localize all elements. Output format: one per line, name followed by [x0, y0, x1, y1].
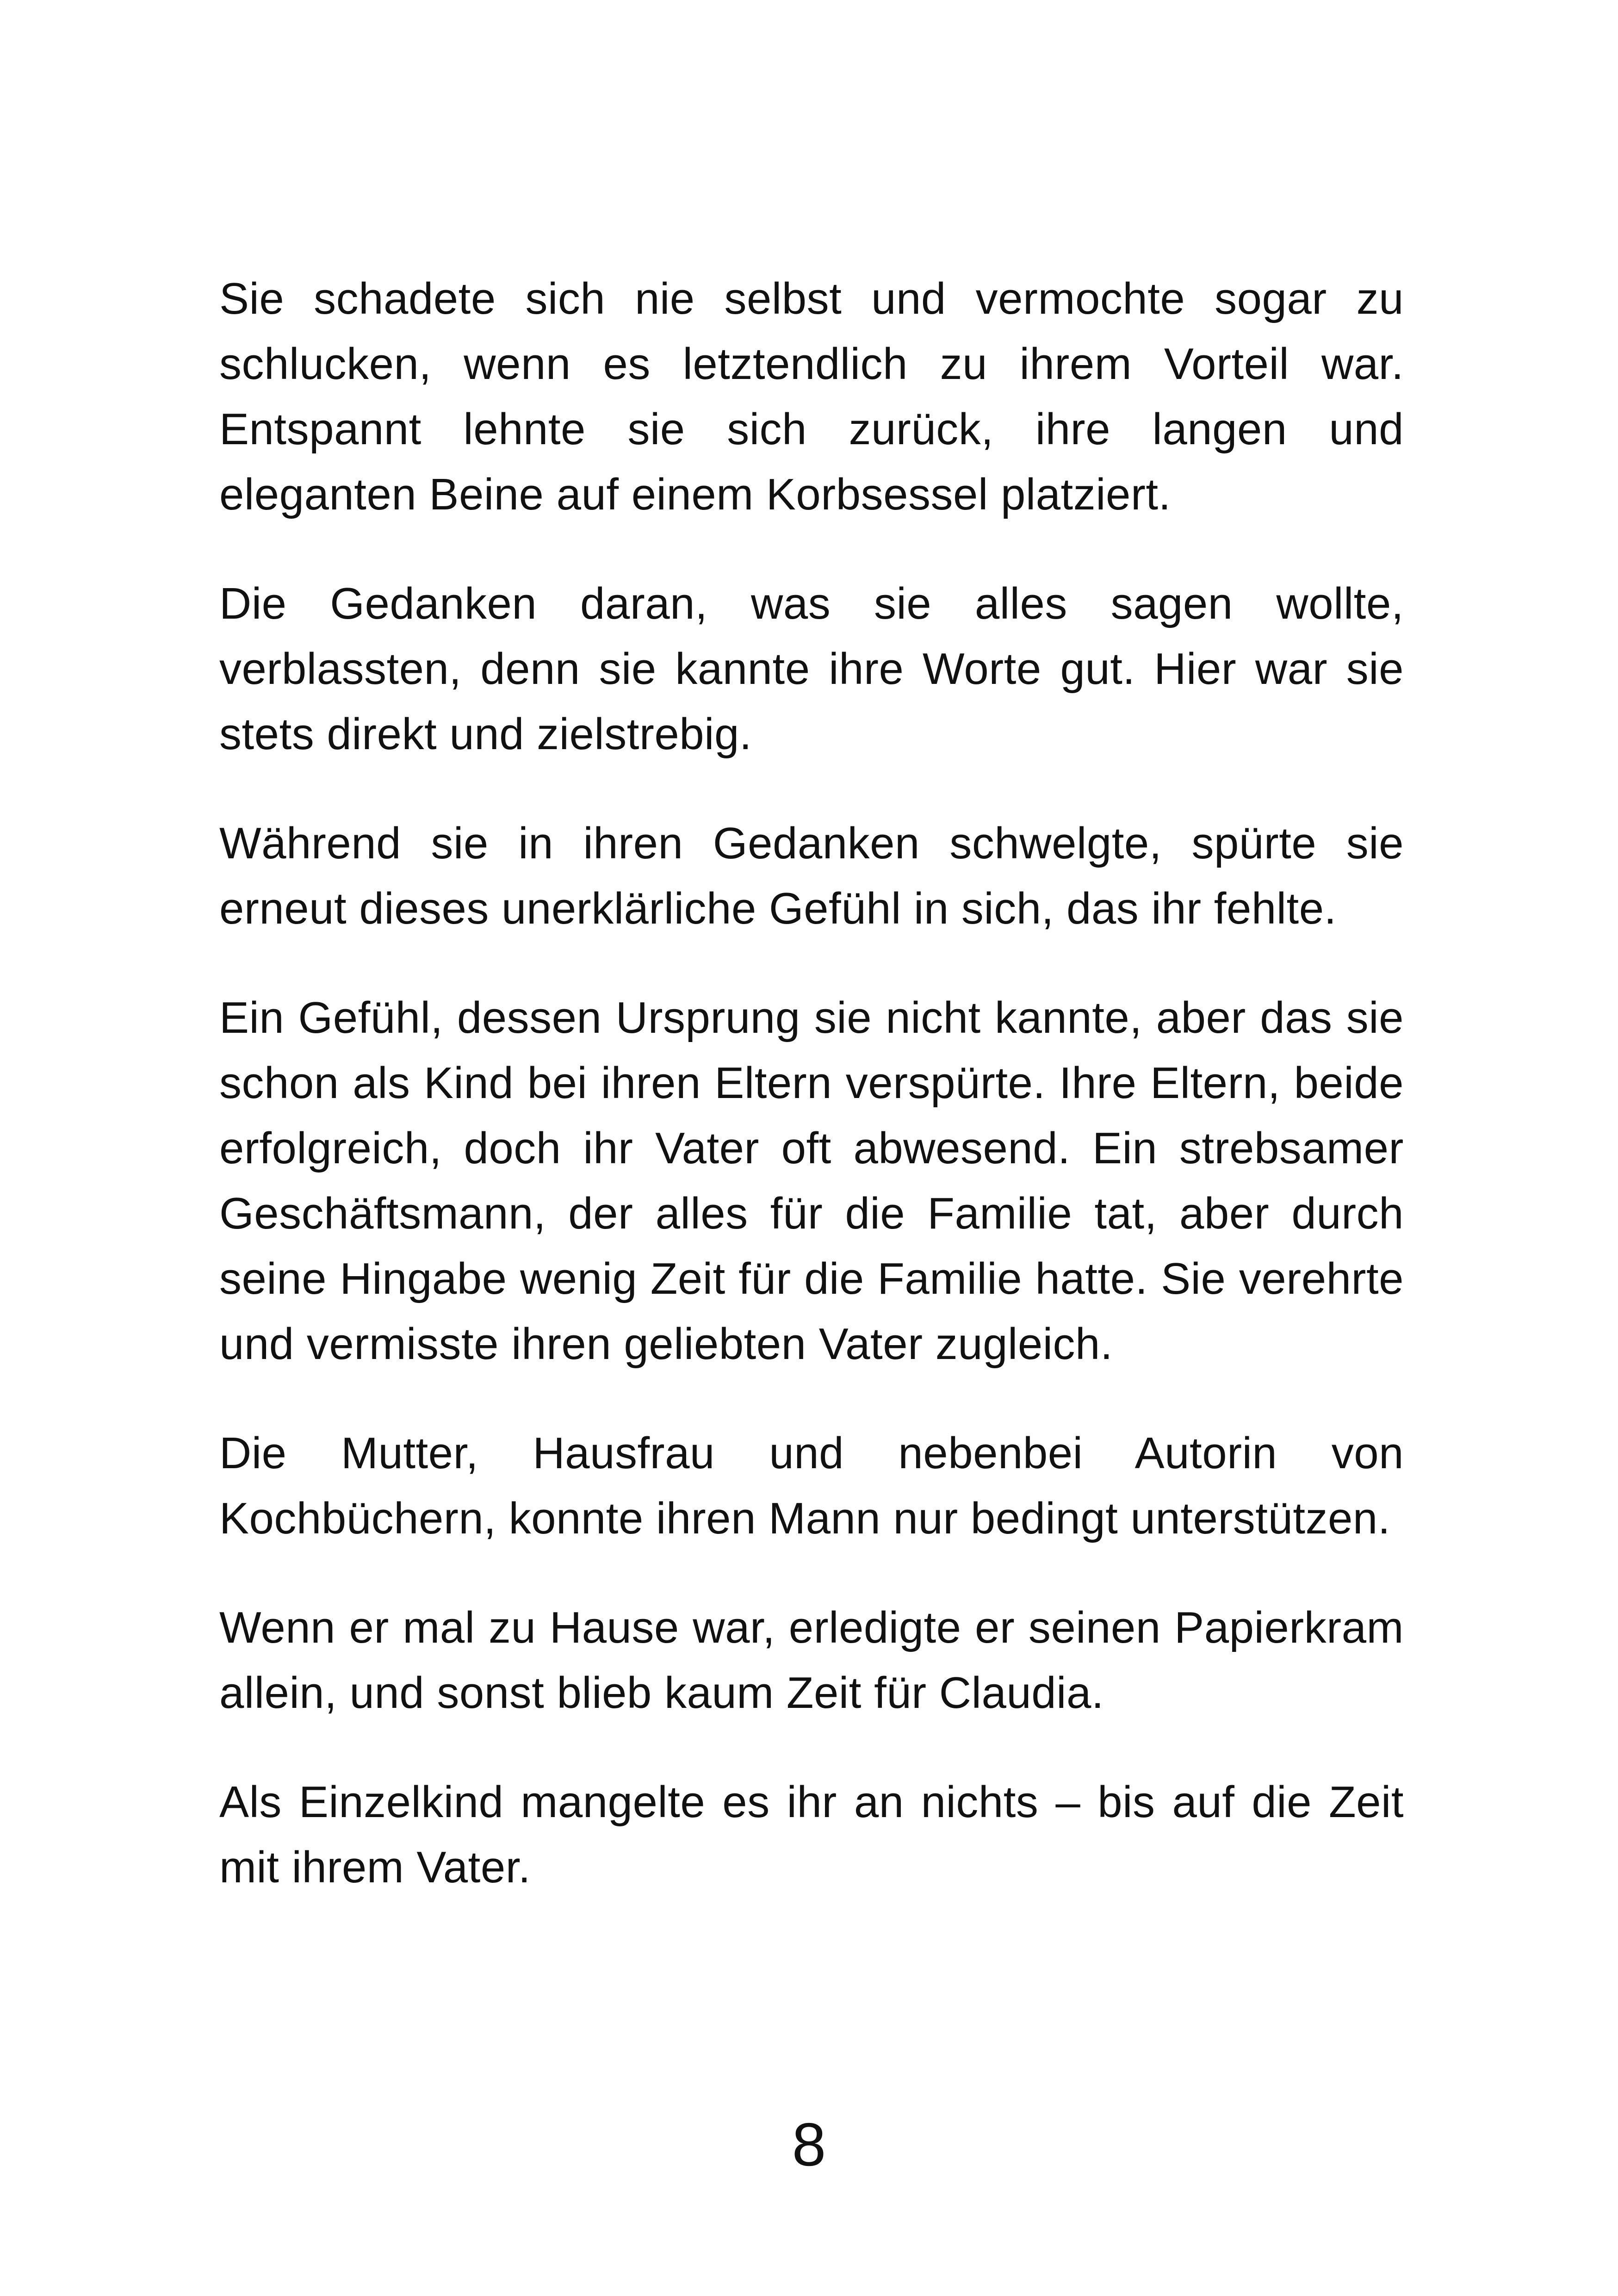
paragraph-2: Die Gedanken daran, was sie alles sagen wollte, verblassten, denn sie kannte ihre Worte gut. Hier war sie stets direkt und zielstrebig.	[219, 579, 1404, 759]
paragraph-4: Ein Gefühl, dessen Ursprung sie nicht kannte, aber das sie schon als Kind bei ihren Eltern verspürte. Ihre Eltern, beide erfolgreich, doch ihr Vater oft abwesend. Ein strebsamer Geschäftsmann, der alles für die Familie tat, aber durch seine Hingabe wenig Zeit für die Familie hatte. Sie verehrte und vermisste ihren geliebten Vater zugleich.	[219, 993, 1404, 1369]
paragraph-3: Während sie in ihren Gedanken schwelgte, spürte sie erneut dieses unerklärliche Gefühl in sich, das ihr fehlte.	[219, 819, 1404, 933]
paragraph-5: Die Mutter, Hausfrau und nebenbei Autorin von Kochbüchern, konnte ihren Mann nur bedingt unterstützen.	[219, 1428, 1404, 1543]
paragraph-7: Als Einzelkind mangelte es ihr an nichts – bis auf die Zeit mit ihrem Vater.	[219, 1777, 1404, 1892]
page-number: 8	[792, 2110, 826, 2178]
paragraph-1: Sie schadete sich nie selbst und vermochte sogar zu schlucken, wenn es letztendlich zu ihrem Vorteil war. Entspannt lehnte sie sich zurück, ihre langen und eleganten Beine auf einem Korbsessel platziert.	[219, 274, 1404, 519]
page-body-text	[219, 266, 1404, 1900]
paragraph-6: Wenn er mal zu Hause war, erledigte er seinen Papierkram allein, und sonst blieb kaum Zeit für Claudia.	[219, 1603, 1404, 1718]
